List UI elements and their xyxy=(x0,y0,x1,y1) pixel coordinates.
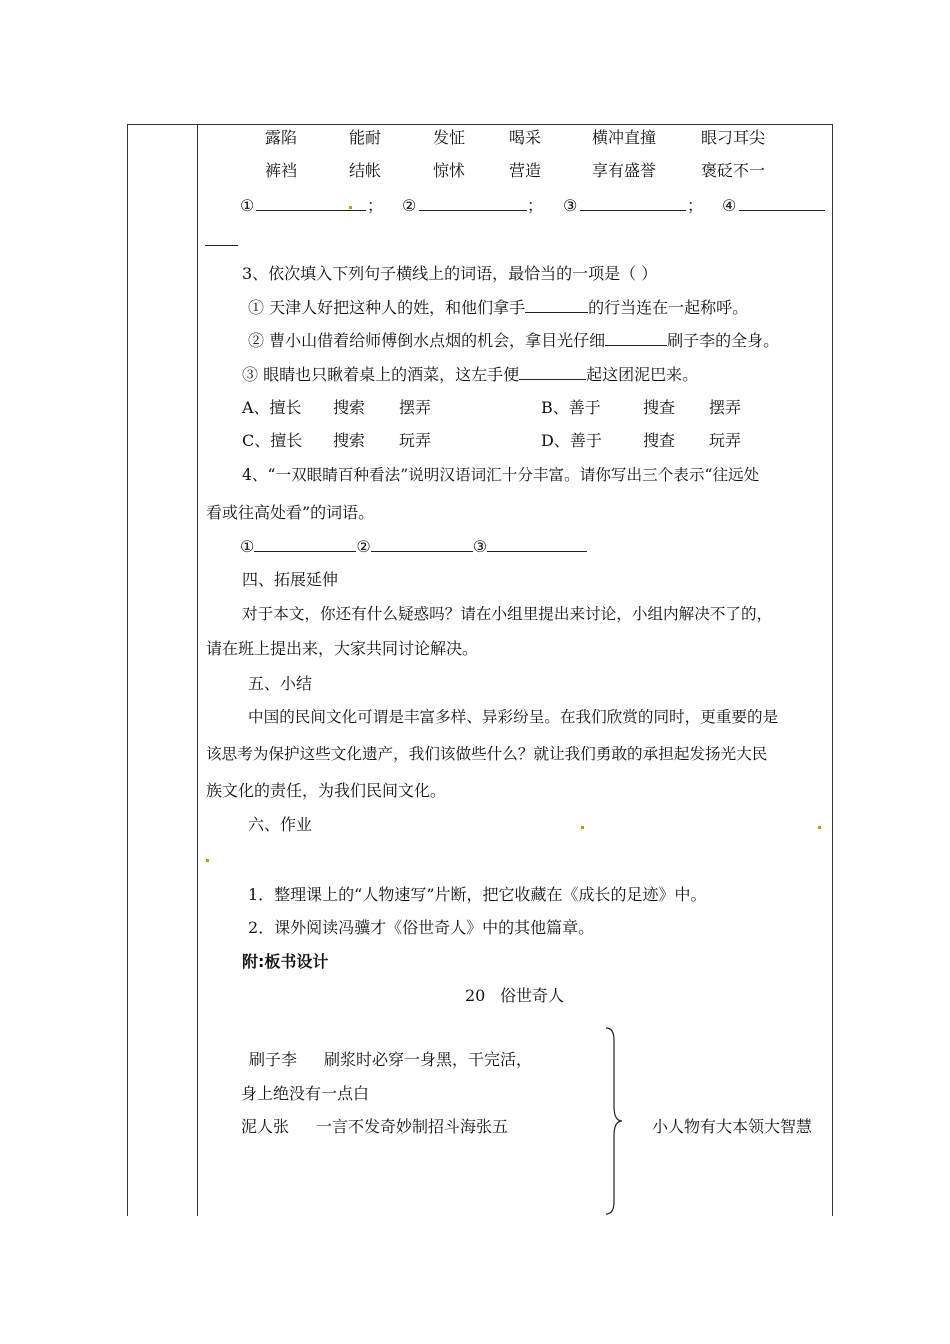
answer-blank[interactable] xyxy=(487,537,587,552)
vocab-word: 发怔 xyxy=(433,128,466,147)
option-word: 玩弄 xyxy=(709,431,742,450)
table-column-divider xyxy=(197,124,198,1216)
blank-marker: ③ xyxy=(472,537,488,556)
separator: ； xyxy=(367,196,384,215)
q3-stem: 3、依次填入下列句子横线上的词语，最恰当的一项是（ ） xyxy=(242,264,658,283)
option-label: D、善于 xyxy=(541,431,602,450)
table-left-border xyxy=(127,124,128,1216)
q4-blanks xyxy=(240,537,587,557)
sentence-text: 刷子李的全身。 xyxy=(667,331,780,350)
sentence-text: 起这团泥巴来。 xyxy=(586,365,699,384)
answer-blank[interactable] xyxy=(580,196,686,211)
option-word: 玩弄 xyxy=(399,431,432,450)
section-4-heading: 四、拓展延伸 xyxy=(242,570,339,589)
section-6-heading: 六、作业 xyxy=(248,815,313,834)
sentence-text: ① 天津人好把这种人的姓，和他们拿手 xyxy=(248,298,526,317)
board-design-heading: 附:板书设计 xyxy=(242,952,329,971)
stray-dot xyxy=(206,859,209,862)
section-5-line-3: 族文化的责任，为我们民间文化。 xyxy=(206,781,447,800)
vocab-word: 眼刁耳尖 xyxy=(701,128,766,147)
stray-dot xyxy=(349,206,352,209)
q4-line-1: 4、“一双眼睛百种看法”说明汉语词汇十分丰富。请你写出三个表示“往远处 xyxy=(242,466,760,484)
option-word: 摆弄 xyxy=(399,398,432,417)
option-word: 搜索 xyxy=(333,398,366,417)
vocab-word: 营造 xyxy=(509,161,542,180)
answer-blank[interactable] xyxy=(739,196,825,211)
vocab-word: 喝采 xyxy=(509,128,542,147)
table-right-border xyxy=(832,124,833,1216)
board-line-1-name: 刷子李 xyxy=(249,1050,298,1069)
fill-blank[interactable] xyxy=(519,365,586,380)
vocab-word: 结帐 xyxy=(349,161,382,180)
q3-sentence-1 xyxy=(248,298,748,318)
option-label: A、擅长 xyxy=(242,398,302,417)
option-label: B、善于 xyxy=(541,398,601,417)
option-word: 搜查 xyxy=(643,398,676,417)
stray-dot xyxy=(818,826,821,829)
sentence-text: ② 曹小山借着给师傅倒水点烟的机会，拿目光仔细 xyxy=(248,331,606,350)
q3-sentence-2 xyxy=(248,331,779,351)
vocab-word: 惊怵 xyxy=(433,161,466,180)
fill-blank[interactable] xyxy=(525,298,588,313)
board-line-3-text: 一言不发奇妙制招斗海张五 xyxy=(316,1117,509,1136)
blank-marker: ① xyxy=(240,537,255,556)
board-title: 俗世奇人 xyxy=(500,986,565,1005)
sentence-text: 的行当连在一起称呼。 xyxy=(588,298,749,317)
answer-blank[interactable] xyxy=(419,196,527,211)
vocab-word: 裤裆 xyxy=(265,161,298,180)
section-4-line-1: 对于本文，你还有什么疑惑吗？请在小组里提出来讨论，小组内解决不了的， xyxy=(242,605,773,623)
board-conclusion: 小人物有大本领大智慧 xyxy=(652,1117,813,1136)
board-title-number: 20 xyxy=(465,986,486,1005)
blank-marker: ③ xyxy=(563,196,578,215)
section-5-line-1: 中国的民间文化可谓是丰富多样、异彩纷呈。在我们欣赏的同时，更重要的是 xyxy=(248,708,779,726)
separator: ； xyxy=(527,196,544,215)
option-word: 搜索 xyxy=(333,431,366,450)
vocab-word: 横冲直撞 xyxy=(592,128,657,147)
separator: ； xyxy=(687,196,704,215)
vocab-word: 能耐 xyxy=(349,128,382,147)
blank-marker: ② xyxy=(356,537,371,556)
homework-item-1: 1．整理课上的“人物速写”片断，把它收藏在《成长的足迹》中。 xyxy=(248,885,707,904)
fill-blank[interactable] xyxy=(605,331,667,346)
blank-marker: ② xyxy=(402,196,417,215)
q3-sentence-3 xyxy=(242,365,698,385)
section-5-heading: 五、小结 xyxy=(248,674,313,693)
section-4-line-2: 请在班上提出来，大家共同讨论解决。 xyxy=(206,639,479,658)
answer-blank[interactable] xyxy=(254,537,356,552)
stray-dot xyxy=(581,826,584,829)
sentence-text: ③ 眼睛也只瞅着桌上的酒菜，这左手便 xyxy=(242,365,520,384)
vocab-word: 褒砭不一 xyxy=(701,161,766,180)
board-line-3-name: 泥人张 xyxy=(241,1117,290,1136)
q4-line-2: 看或往高处看”的词语。 xyxy=(206,503,375,522)
answer-blank[interactable] xyxy=(371,537,473,552)
blank-marker: ① xyxy=(240,196,255,215)
option-label: C、擅长 xyxy=(242,431,303,450)
vocab-word: 享有盛誉 xyxy=(592,161,657,180)
homework-item-2: 2．课外阅读冯骥才《俗世奇人》中的其他篇章。 xyxy=(248,918,595,937)
right-brace-icon xyxy=(600,1026,626,1216)
vocab-word: 露陷 xyxy=(265,128,298,147)
board-line-1-text: 刷浆时必穿一身黑，干完活， xyxy=(324,1050,533,1069)
answer-blank-continued[interactable] xyxy=(205,231,238,246)
section-5-line-2: 该思考为保护这些文化遗产，我们该做些什么？就让我们勇敢的承担起发扬光大民 xyxy=(206,745,768,763)
board-line-2: 身上绝没有一点白 xyxy=(241,1084,370,1103)
blank-marker: ④ xyxy=(722,196,737,215)
table-top-border xyxy=(127,124,833,125)
option-word: 搜查 xyxy=(643,431,676,450)
option-word: 摆弄 xyxy=(709,398,742,417)
